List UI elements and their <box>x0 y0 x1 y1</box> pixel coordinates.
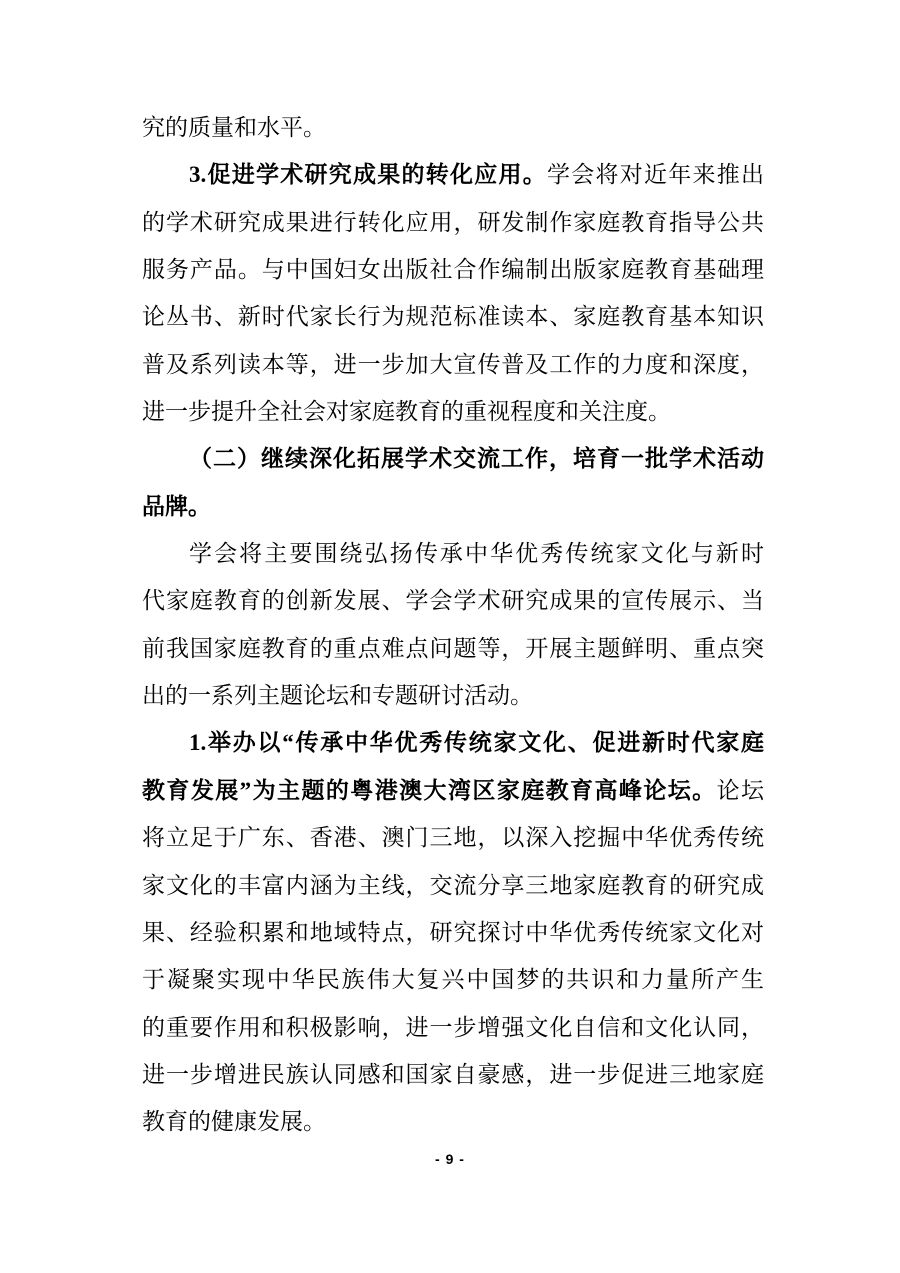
text-line <box>142 199 764 246</box>
item-heading-line <box>142 767 764 814</box>
text-segment: 论坛 <box>716 777 764 803</box>
text-segment: 进一步增进民族认同感和国家自豪感，进一步促进三地家庭 <box>142 1061 764 1087</box>
bold-text-segment: 教育发展”为主题的粤港澳大湾区家庭教育高峰论坛。 <box>142 777 717 803</box>
text-segment: 学会将主要围绕弘扬传承中华优秀传统家文化与新时 <box>189 541 764 567</box>
text-segment: 究的质量和水平。 <box>142 115 326 140</box>
text-line <box>142 151 764 198</box>
text-line <box>142 1004 764 1051</box>
text-segment: 的学术研究成果进行转化应用，研发制作家庭教育指导公共 <box>142 209 764 235</box>
text-line <box>142 1098 764 1145</box>
text-segment: 将立足于广东、香港、澳门三地，以深入挖掘中华优秀传统 <box>142 825 764 851</box>
text-segment: 家文化的丰富内涵为主线，交流分享三地家庭教育的研究成 <box>142 872 764 898</box>
text-line <box>142 577 764 624</box>
text-segment: 出的一系列主题论坛和专题研讨活动。 <box>142 683 533 709</box>
text-line <box>142 956 764 1003</box>
text-line <box>142 625 764 672</box>
bold-text-segment: 3.促进学术研究成果的转化应用。 <box>189 162 547 188</box>
text-segment: 前我国家庭教育的重点难点问题等，开展主题鲜明、重点突 <box>142 635 764 661</box>
section-heading-line <box>142 483 764 530</box>
text-segment: 服务产品。与中国妇女出版社合作编制出版家庭教育基础理 <box>142 257 764 283</box>
bold-text-segment: 品牌。 <box>142 493 211 519</box>
text-line <box>142 246 764 293</box>
page-number: - 9 - <box>435 1151 465 1167</box>
item-heading-line <box>142 719 764 766</box>
document-body <box>142 104 764 1146</box>
text-segment: 教育的健康发展。 <box>142 1109 326 1135</box>
text-line <box>142 862 764 909</box>
bold-text-segment: （二）继续深化拓展学术交流工作，培育一批学术活动 <box>189 446 764 472</box>
text-segment: 的重要作用和积极影响，进一步增强文化自信和文化认同， <box>142 1014 764 1040</box>
text-line <box>142 1051 764 1098</box>
text-line <box>142 530 764 577</box>
text-segment: 普及系列读本等，进一步加大宣传普及工作的力度和深度， <box>142 351 764 377</box>
bold-text-segment: 1.举办以“传承中华优秀传统家文化、促进新时代家庭 <box>189 730 764 756</box>
text-line <box>142 341 764 388</box>
text-segment: 论丛书、新时代家长行为规范标准读本、家庭教育基本知识 <box>142 304 764 330</box>
text-line <box>142 909 764 956</box>
section-heading-line <box>142 435 764 482</box>
text-line <box>142 104 764 151</box>
text-segment: 于凝聚实现中华民族伟大复兴中国梦的共识和力量所产生 <box>142 967 764 993</box>
text-line <box>142 293 764 340</box>
text-line <box>142 814 764 861</box>
text-segment: 代家庭教育的创新发展、学会学术研究成果的宣传展示、当 <box>142 588 764 614</box>
text-segment: 进一步提升全社会对家庭教育的重视程度和关注度。 <box>142 399 671 425</box>
text-line <box>142 672 764 719</box>
text-segment: 学会将对近年来推出 <box>547 162 764 188</box>
text-line <box>142 388 764 435</box>
text-segment: 果、经验积累和地域特点，研究探讨中华优秀传统家文化对 <box>142 919 764 945</box>
